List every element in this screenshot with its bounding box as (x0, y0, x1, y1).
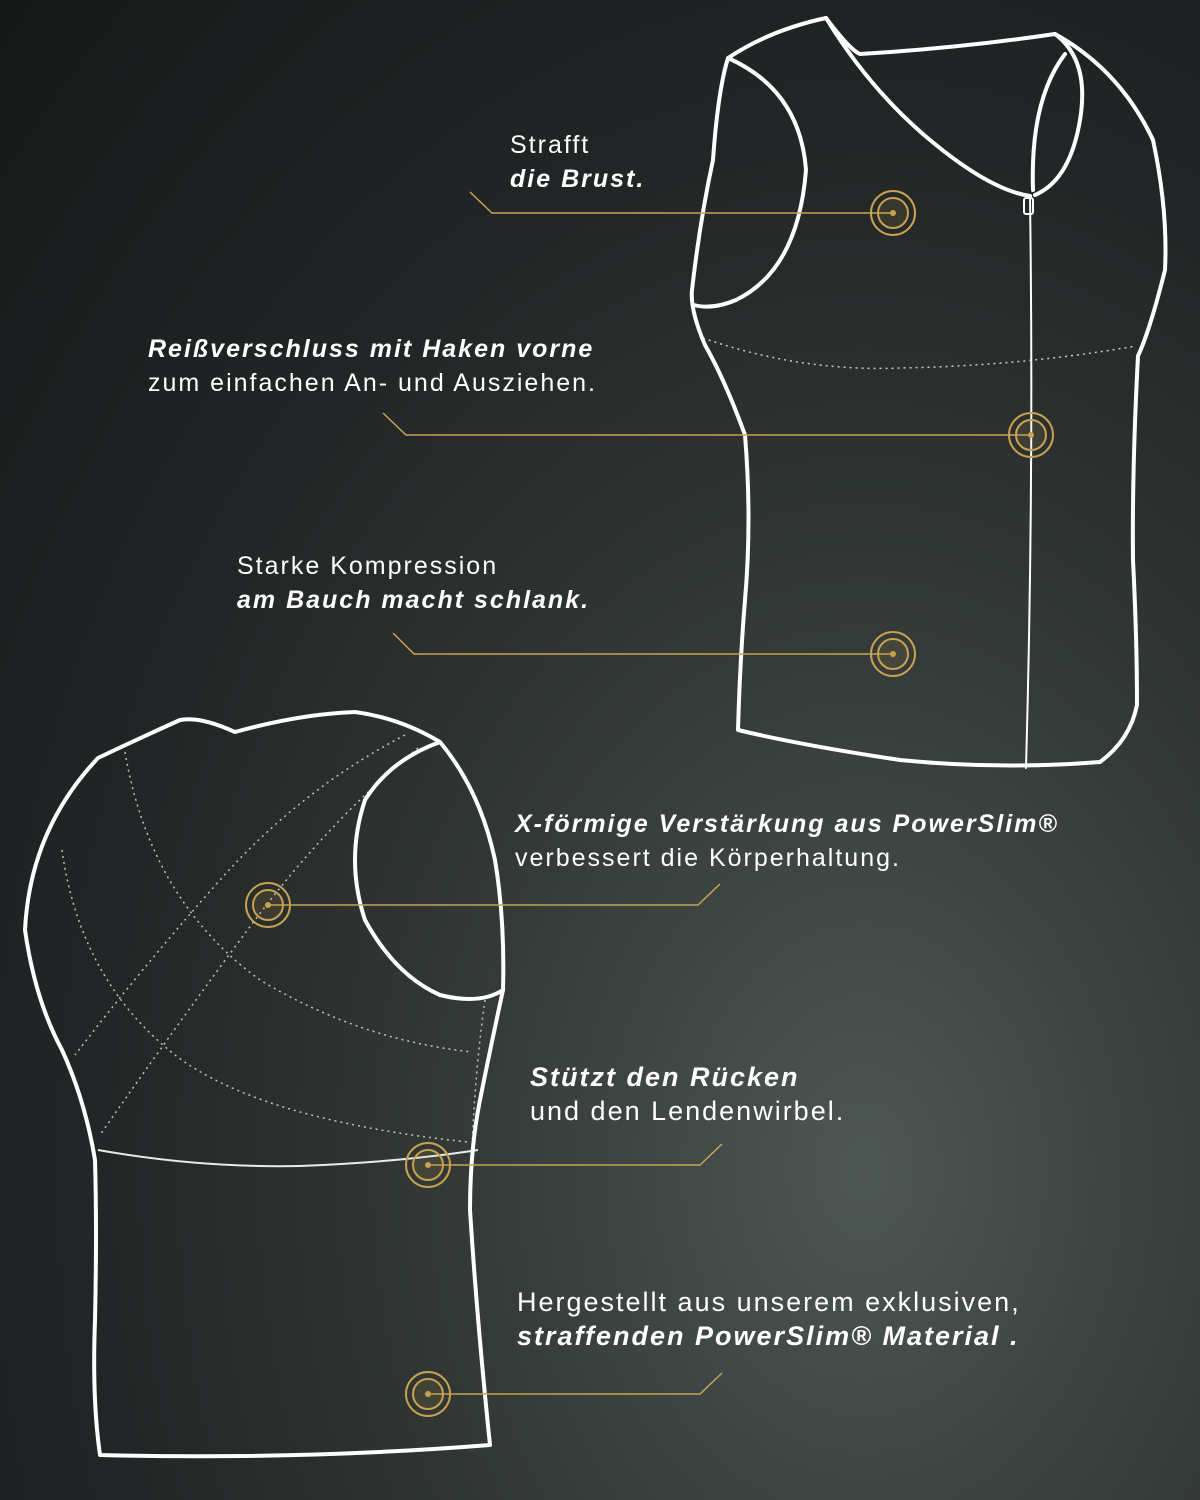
callout-back-support-line2: und den Lendenwirbel. (530, 1096, 846, 1126)
target-marker-icon (871, 632, 915, 676)
callout-zipper (148, 332, 597, 400)
callout-x-reinforcement-line1: X-förmige Verstärkung aus PowerSlim® (515, 810, 1059, 838)
callout-chest (510, 128, 645, 196)
target-marker-icon (1009, 413, 1053, 457)
back-vest-outline (25, 712, 503, 1456)
front-zipper (1024, 198, 1033, 768)
target-marker-icon (406, 1143, 450, 1187)
callout-chest-line1: Strafft (510, 131, 591, 159)
callout-back-support (530, 1060, 845, 1128)
callout-back-support-line1: Stützt den Rücken (530, 1062, 800, 1092)
callout-material (517, 1285, 1021, 1353)
callout-compression (237, 549, 590, 617)
back-x-reinforcement (62, 735, 485, 1150)
callout-x-reinforcement-line2: verbessert die Körperhaltung. (515, 844, 901, 872)
callout-compression-line1: Starke Kompression (237, 552, 499, 580)
target-marker-icon (871, 191, 915, 235)
callout-zipper-line1: Reißverschluss mit Haken vorne (148, 335, 595, 363)
target-marker-icon (246, 883, 290, 927)
callout-chest-line2: die Brust. (510, 165, 646, 193)
target-marker-icon (406, 1372, 450, 1416)
callout-zipper-line2: zum einfachen An- und Ausziehen. (148, 369, 597, 397)
callout-x-reinforcement (515, 807, 1059, 875)
front-waist-seam (703, 338, 1136, 368)
callout-compression-line2: am Bauch macht schlank. (237, 586, 591, 614)
callout-material-line2: straffenden PowerSlim® Material . (517, 1321, 1020, 1351)
callout-material-line1: Hergestellt aus unserem exklusiven, (517, 1287, 1021, 1317)
